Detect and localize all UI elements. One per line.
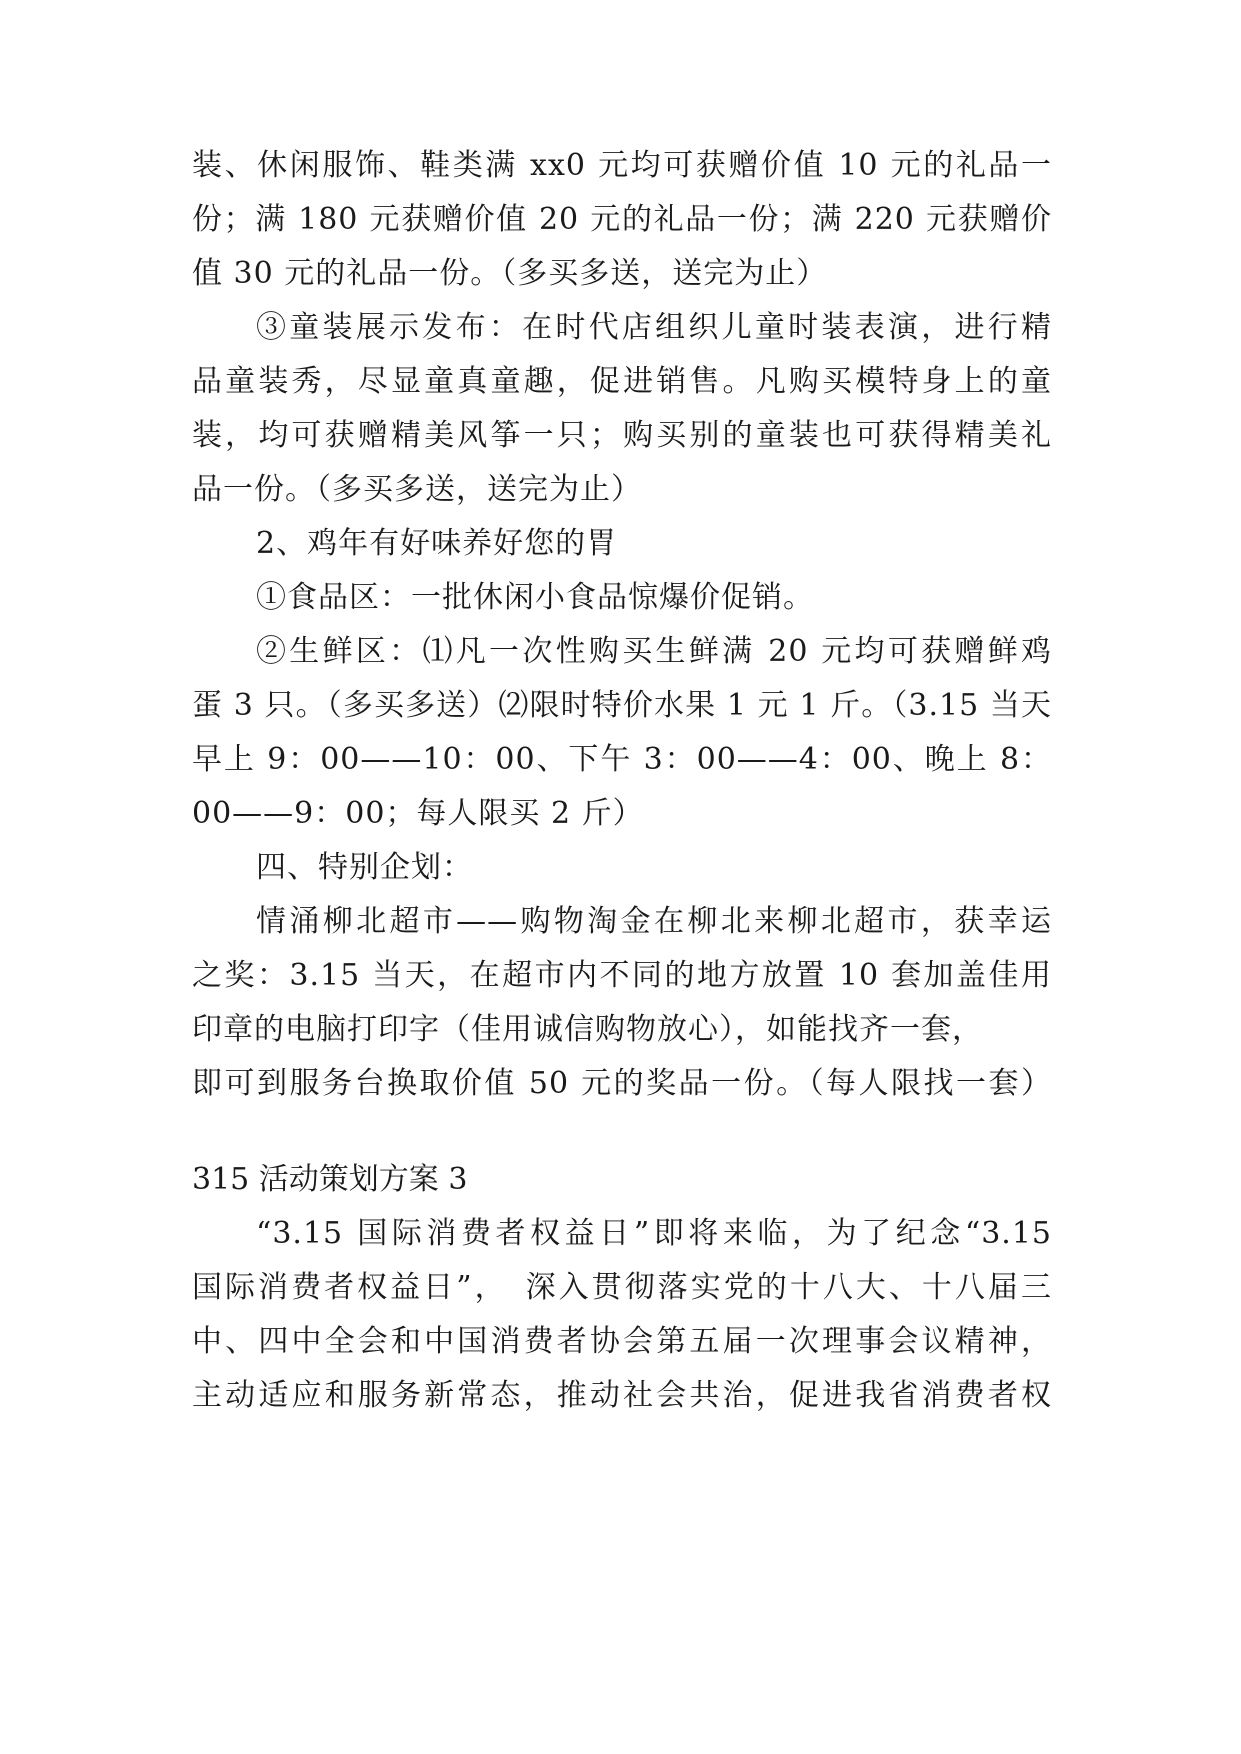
- section-heading: 315 活动策划方案 3: [192, 1162, 468, 1197]
- text-line: 即可到服务台换取价值 50 元的奖品一份。（每人限找一套）: [192, 1066, 1052, 1101]
- text-line: ①食品区：一批休闲小食品惊爆价促销。: [256, 580, 814, 615]
- text-line: 四、特别企划：: [256, 850, 473, 885]
- text-line: 品童装秀，尽显童真童趣，促进销售。凡购买模特身上的童: [192, 364, 1052, 399]
- text-line: 装、休闲服饰、鞋类满 xx0 元均可获赠价值 10 元的礼品一: [192, 148, 1052, 183]
- text-line: 品一份。（多买多送，送完为止）: [192, 472, 642, 507]
- text-line: 印章的电脑打印字（佳用诚信购物放心），如能找齐一套，: [192, 1012, 983, 1047]
- text-line: 早上 9：00——10：00、下午 3：00——4：00、晚上 8：: [192, 742, 1052, 777]
- text-line: ②生鲜区：⑴凡一次性购买生鲜满 20 元均可获赠鲜鸡: [256, 634, 1052, 669]
- text-line: 装，均可获赠精美风筝一只；购买别的童装也可获得精美礼: [192, 418, 1052, 453]
- text-line: 情涌柳北超市——购物淘金在柳北来柳北超市，获幸运: [256, 904, 1052, 939]
- text-line: 主动适应和服务新常态，推动社会共治，促进我省消费者权: [192, 1378, 1052, 1413]
- text-line: ③童装展示发布：在时代店组织儿童时装表演，进行精: [256, 310, 1052, 345]
- text-line: 2、鸡年有好味养好您的胃: [256, 526, 618, 561]
- text-line: 蛋 3 只。（多买多送）⑵限时特价水果 1 元 1 斤。（3.15 当天: [192, 688, 1052, 723]
- text-line: 值 30 元的礼品一份。（多买多送，送完为止）: [192, 256, 828, 291]
- text-line: “3.15 国际消费者权益日”即将来临，为了纪念“3.15: [256, 1216, 1052, 1251]
- text-line: 中、四中全会和中国消费者协会第五届一次理事会议精神，: [192, 1324, 1052, 1359]
- text-line: 00——9：00；每人限买 2 斤）: [192, 796, 644, 831]
- text-line: 份；满 180 元获赠价值 20 元的礼品一份；满 220 元获赠价: [192, 202, 1052, 237]
- text-line: 之奖：3.15 当天，在超市内不同的地方放置 10 套加盖佳用: [192, 958, 1052, 993]
- text-line: 国际消费者权益日”， 深入贯彻落实党的十八大、十八届三: [192, 1270, 1052, 1305]
